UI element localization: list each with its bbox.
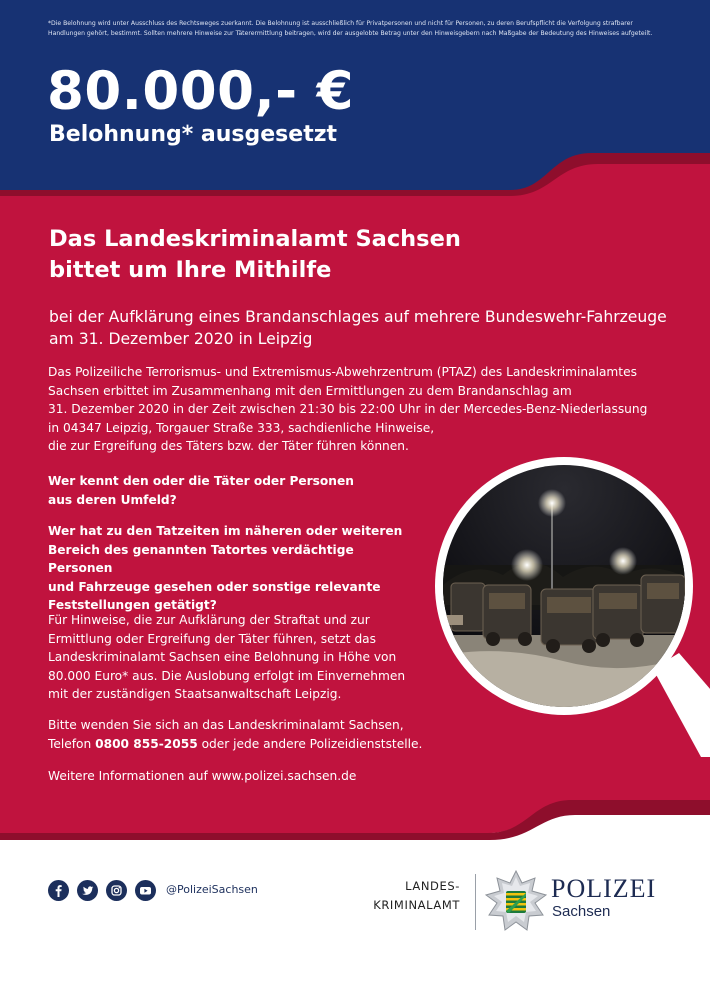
paragraph-line (48, 735, 448, 754)
headline-line: Das Landeskriminalamt Sachsen (49, 226, 461, 252)
paragraph-line: Landeskriminalamt Sachsen eine Belohnung in Höhe von (48, 650, 397, 664)
question-1 (48, 472, 378, 509)
more-info-link[interactable]: Weitere Informationen auf www.polizei.sachsen.de (48, 769, 357, 783)
paragraph-line: die zur Ergreifung des Täters bzw. der Täter führen können. (48, 439, 409, 453)
sachsen-wordmark: Sachsen (552, 903, 611, 920)
reward-amount: 80.000,- € (47, 61, 354, 122)
instagram-icon[interactable] (106, 880, 127, 901)
magnifier-photo (435, 457, 710, 757)
contact-suffix: oder jede andere Polizeidienststelle. (197, 736, 423, 751)
contact-prefix: Telefon (48, 736, 96, 751)
intro-paragraph (48, 363, 668, 456)
reward-paragraph (48, 611, 448, 704)
police-star-icon (484, 870, 548, 932)
paragraph-line: Bitte wenden Sie sich an das Landeskriminalamt Sachsen, (48, 718, 404, 732)
logo-divider (475, 874, 476, 930)
question-line: Wer hat zu den Tatzeiten im näheren oder weiteren (48, 524, 403, 538)
lka-line: KRIMINALAMT (373, 898, 460, 912)
paragraph-line: 80.000 Euro* aus. Die Auslobung erfolgt im Einvernehmen (48, 668, 406, 683)
contact-paragraph (48, 716, 448, 753)
youtube-icon[interactable] (135, 880, 156, 901)
paragraph-line: in 04347 Leipzig, Torgauer Straße 333, sachdienliche Hinweise, (48, 420, 435, 435)
paragraph-line: Sachsen erbittet im Zusammenhang mit den Ermittlungen zu dem Brandanschlag am (48, 383, 572, 398)
headline-line: bittet um Ihre Mithilfe (49, 257, 332, 283)
facebook-icon[interactable] (48, 880, 69, 901)
question-line: Wer kennt den oder die Täter oder Personen (48, 474, 354, 488)
subheadline-line: bei der Aufklärung eines Brandanschlages auf mehrere Bundeswehr-Fahrzeuge (49, 308, 667, 326)
paragraph-line: Für Hinweise, die zur Aufklärung der Straftat und zur (48, 613, 370, 627)
question-line: aus deren Umfeld? (48, 492, 177, 507)
headline (49, 224, 649, 286)
reward-label: Belohnung* ausgesetzt (49, 122, 338, 147)
subheadline-line: am 31. Dezember 2020 in Leipzig (49, 330, 313, 348)
paragraph-line: Ermittlung oder Ergreifung der Täter führen, setzt das (48, 631, 376, 646)
question-2 (48, 522, 413, 615)
paragraph-line: mit der zuständigen Staatsanwaltschaft Leipzig. (48, 687, 342, 701)
polizei-wordmark: POLIZEI (551, 874, 657, 903)
lka-wordmark (352, 877, 460, 915)
social-handle[interactable]: @PolizeiSachsen (166, 883, 258, 896)
phone-number[interactable]: 0800 855-2055 (95, 736, 198, 751)
subheadline (49, 306, 689, 350)
paragraph-line: 31. Dezember 2020 in der Zeit zwischen 21:30 bis 22:00 Uhr in der Mercedes-Benz-Niederlassung (48, 402, 648, 416)
paragraph-line: Das Polizeiliche Terrorismus- und Extremismus-Abwehrzentrum (PTAZ) des Landeskriminalamtes (48, 365, 637, 379)
question-line: Bereich des genannten Tatortes verdächtige Personen (48, 542, 354, 575)
burned-vehicles-photo (443, 465, 685, 707)
twitter-icon[interactable] (77, 880, 98, 901)
lka-line: LANDES- (405, 879, 460, 893)
question-line: und Fahrzeuge gesehen oder sonstige relevante (48, 579, 381, 594)
question-line: Feststellungen getätigt? (48, 598, 217, 612)
reward-disclaimer: *Die Belohnung wird unter Ausschluss des Rechtsweges zuerkannt. Die Belohnung ist ausschließlich für Privatpersonen und nicht für Personen, zu deren Berufspflicht die Verfolgung strafbarer Handlungen gehört, bestimmt. Sollten mehrere Hinweise zur Täterermittlung beitragen, wird der ausgelobte Betrag unter den Hinweisgebern nach Maßgabe der Bedeutung des Hinweises aufgeteilt. (48, 20, 653, 37)
